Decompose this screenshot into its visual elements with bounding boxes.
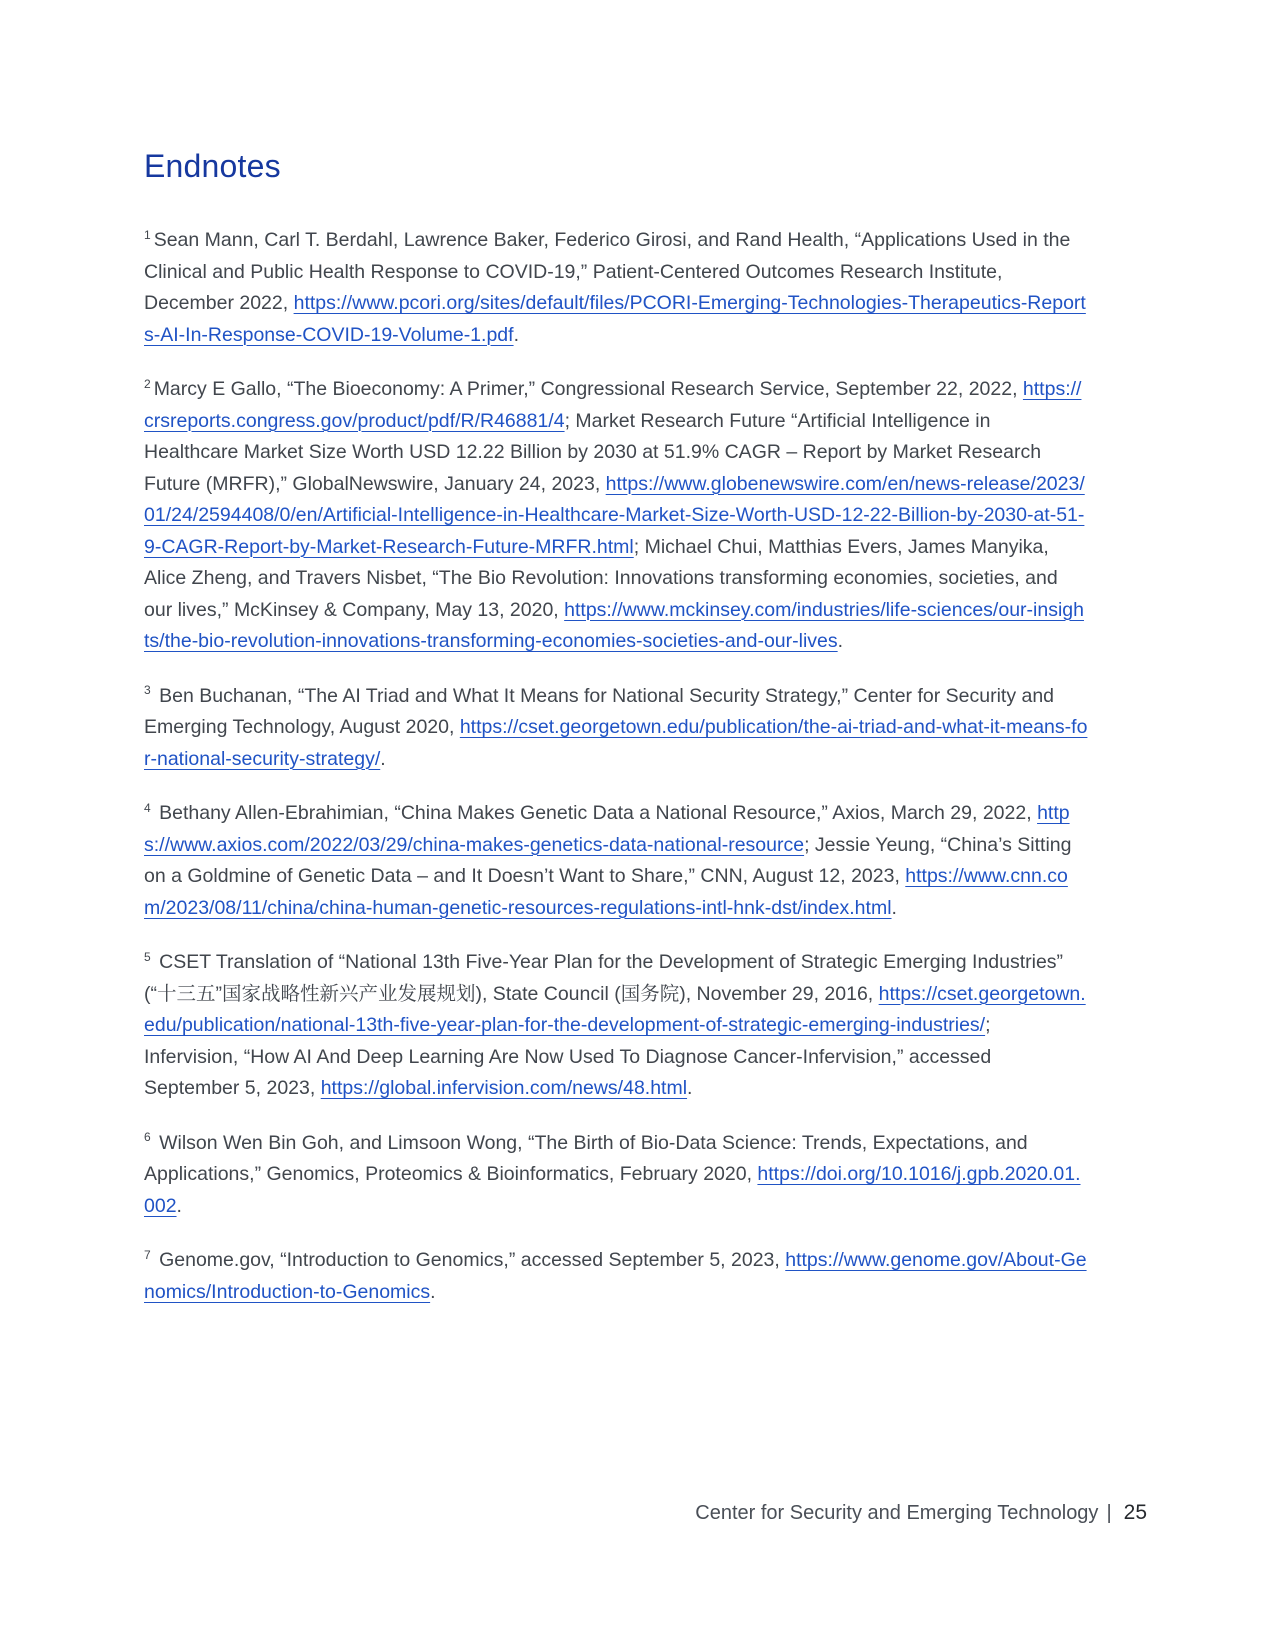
endnote-link[interactable]: https://www.pcori.org/sites/default/files/PCORI-Emerging-Technologies-Therapeutics-Reports-AI-In-Response-COVID-19-Volume-1.pdf [144,292,1086,346]
endnote-text: . [513,323,519,346]
endnote-5 [144,947,1089,1105]
endnote-6 [144,1128,1089,1223]
endnote-text: ; Jessie Yeung, “China’s Sitting on a Goldmine of Genetic Data – and It Doesn’t Want to Share,” CNN, August 12, 2023, [144,833,1072,887]
endnote-link[interactable]: https://crsreports.congress.gov/product/pdf/R/R46881/4 [144,378,1082,432]
endnote-text: ; Michael Chui, Matthias Evers, James Manyika, Alice Zheng, and Travers Nisbet, “The Bio Revolution: Innovations transforming economies, societies, and our lives,” McKinsey & Company, May 13, 2020, [144,535,1058,621]
endnote-link[interactable]: https://www.mckinsey.com/industries/life-sciences/our-insights/the-bio-revolution-innovations-transforming-economies-societies-and-our-lives [144,598,1084,652]
endnote-text: CSET Translation of “National 13th Five-Year Plan for the Development of Strategic Emerging Industries” (“十三五”国家战略性新兴产业发展规划), State Council (国务院), November 29, 2016, [144,951,1064,1005]
endnote-text: . [891,896,897,919]
endnote-link[interactable]: https://www.genome.gov/About-Genomics/Introduction-to-Genomics [144,1249,1087,1303]
page-footer [695,1500,1147,1526]
endnote-4 [144,798,1089,924]
endnote-text: Ben Buchanan, “The AI Triad and What It Means for National Security Strategy,” Center for Security and Emerging Technology, August 2020, [144,684,1055,738]
endnote-1 [144,225,1089,351]
endnote-link[interactable]: https://cset.georgetown.edu/publication/national-13th-five-year-plan-for-the-development-of-strategic-emerging-industries/ [144,982,1086,1036]
endnote-7 [144,1245,1089,1308]
endnote-link[interactable]: https://doi.org/10.1016/j.gpb.2020.01.002 [144,1163,1081,1217]
endnote-text: ; Infervision, “How AI And Deep Learning Are Now Used To Diagnose Cancer-Infervision,” accessed September 5, 2023, [144,1014,992,1099]
endnote-link[interactable]: https://www.axios.com/2022/03/29/china-makes-genetics-data-national-resource [144,802,1070,856]
footer-separator: | [1106,1502,1112,1524]
endnote-text: . [380,747,386,770]
endnote-link[interactable]: https://cset.georgetown.edu/publication/the-ai-triad-and-what-it-means-for-national-security-strategy/ [144,716,1088,770]
endnote-link[interactable]: https://www.globenewswire.com/en/news-release/2023/01/24/2594408/0/en/Artificial-Intelligence-in-Healthcare-Market-Size-Worth-USD-12-22-Billion-by-2030-at-51-9-CAGR-Report-by-Market-Research-Future-MRFR.html [144,472,1085,558]
endnote-link[interactable]: https://global.infervision.com/news/48.html [320,1077,688,1099]
endnote-text: Wilson Wen Bin Goh, and Limsoon Wong, “The Birth of Bio-Data Science: Trends, Expectations, and Applications,” Genomics, Proteomics & Bioinformatics, February 2020, [144,1131,1028,1185]
endnotes-list [144,225,1089,1308]
endnote-text: Bethany Allen-Ebrahimian, “China Makes Genetic Data a National Resource,” Axios, March 29, 2022, [153,802,1038,824]
endnote-text: . [176,1194,182,1217]
endnote-number: 1 [144,227,151,242]
footer-organization: Center for Security and Emerging Technology [695,1502,1099,1524]
endnote-text: . [687,1077,693,1099]
endnote-number: 4 [144,800,151,815]
endnote-text: ; Market Research Future “Artificial Intelligence in Healthcare Market Size Worth USD 12.22 Billion by 2030 at 51.9% CAGR – Report by Market Research Future (MRFR),” GlobalNewswire, January 24, 2023, [144,409,1042,495]
endnote-text: Marcy E Gallo, “The Bioeconomy: A Primer,” Congressional Research Service, September 22, 2022, [153,378,1023,400]
endnote-2 [144,374,1089,658]
endnote-link[interactable]: https://www.cnn.com/2023/08/11/china/china-human-genetic-resources-regulations-intl-hnk-dst/index.html [144,865,1068,919]
endnote-text: Genome.gov, “Introduction to Genomics,” accessed September 5, 2023, [153,1249,786,1271]
endnote-text: Sean Mann, Carl T. Berdahl, Lawrence Baker, Federico Girosi, and Rand Health, “Applications Used in the Clinical and Public Health Response to COVID-19,” Patient-Centered Outcomes Research Institute, December 2022, [144,229,1071,314]
endnote-3 [144,681,1089,776]
endnote-number: 2 [144,376,151,391]
page-title: Endnotes [144,148,281,184]
footer-page-number: 25 [1123,1501,1147,1524]
endnote-number: 5 [144,949,151,964]
endnote-text: . [837,630,844,652]
endnote-number: 6 [144,1130,151,1144]
endnote-text: . [430,1280,436,1303]
endnote-number: 3 [144,683,151,697]
endnote-number: 7 [144,1247,151,1262]
